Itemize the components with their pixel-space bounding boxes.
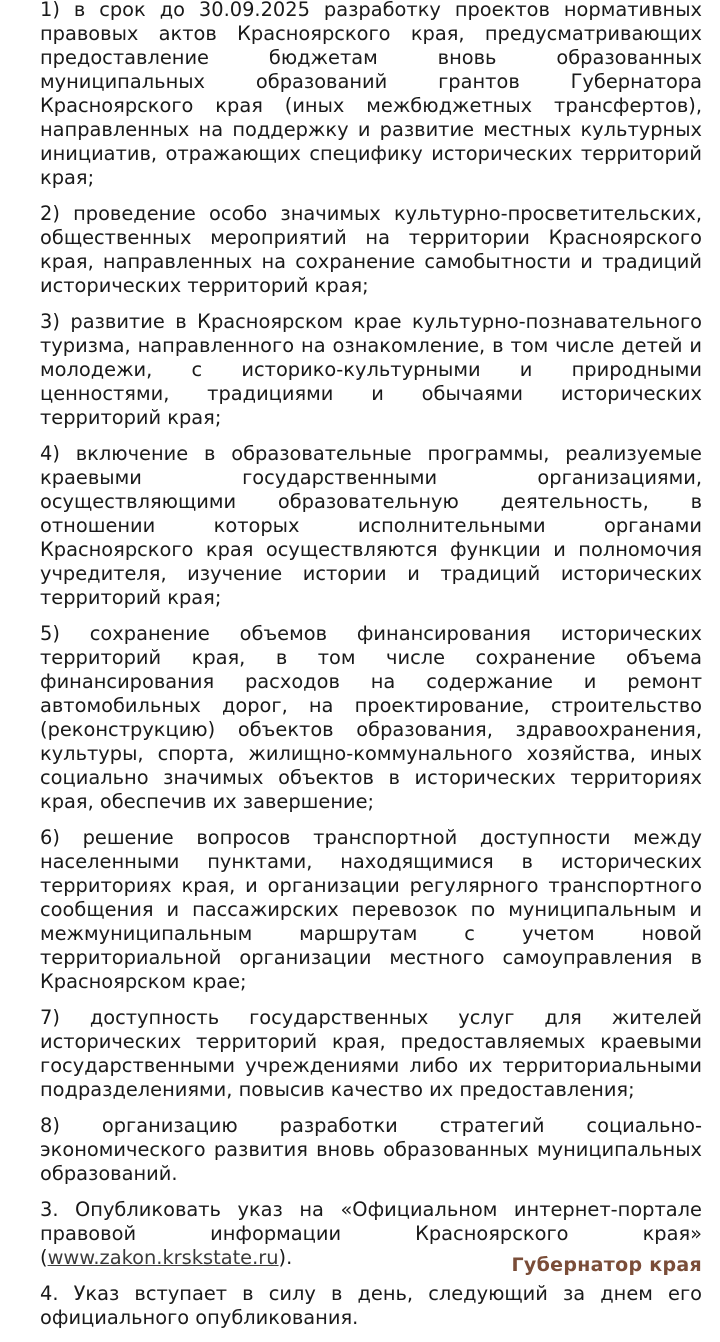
signature-title: Губернатор края	[511, 1254, 702, 1276]
list-item-5: 5) сохранение объемов финансирования исторических территорий края, в том числе сохранение объема финансирования расходов на содержание и ремонт автомобильных дорог, на проектирование, строительство (реконструкцию) объектов образования, здравоохранения, культуры, спорта, жилищно-коммунального хозяйства, иных социально значимых объектов в исторических территориях края, обеспечив их завершение;	[40, 622, 702, 813]
section-4-effective: 4. Указ вступает в силу в день, следующий за днем его официального опубликования.	[40, 1282, 702, 1329]
list-item-8: 8) организацию разработки стратегий социально-экономического развития вновь образованных муниципальных образований.	[40, 1114, 702, 1185]
portal-link[interactable]: www.zakon.krskstate.ru	[47, 1246, 279, 1269]
section-3-closing: ).	[278, 1246, 293, 1269]
section-3-text: 3. Опубликовать указ на «Официальном интернет-портале правовой информации Красноярского края» (	[40, 1198, 702, 1269]
list-item-2: 2) проведение особо значимых культурно-просветительских, общественных мероприятий на территории Красноярского края, направленных на сохранение самобытности и традиций исторических территорий края;	[40, 202, 702, 297]
list-item-3: 3) развитие в Красноярском крае культурно-познавательного туризма, направленного на ознакомление, в том числе детей и молодежи, с историко-культурными и природными ценностями, традициями и обычаями исторических территорий края;	[40, 310, 702, 429]
list-item-1: 1) в срок до 30.09.2025 разработку проектов нормативных правовых актов Красноярского края, предусматривающих предоставление бюджетам вновь образованных муниципальных образований грантов Губернатора Красноярского края (иных межбюджетных трансфертов), направленных на поддержку и развитие местных культурных инициатив, отражающих специфику исторических территорий края;	[40, 0, 702, 189]
list-item-4: 4) включение в образовательные программы, реализуемые краевыми государственными организациями, осуществляющими образовательную деятельность, в отношении которых исполнительными органами Красноярского края осуществляются функции и полномочия учредителя, изучение истории и традиций исторических территорий края;	[40, 442, 702, 609]
document-body	[40, 0, 702, 1342]
list-item-6: 6) решение вопросов транспортной доступности между населенными пунктами, находящимися в исторических территориях края, и организации регулярного транспортного сообщения и пассажирских перевозок по муниципальным и межмуниципальным маршрутам с учетом новой территориальной организации местного самоуправления в Красноярском крае;	[40, 826, 702, 993]
list-item-7: 7) доступность государственных услуг для жителей исторических территорий края, предоставляемых краевыми государственными учреждениями либо их территориальными подразделениями, повысив качество их предоставления;	[40, 1006, 702, 1101]
